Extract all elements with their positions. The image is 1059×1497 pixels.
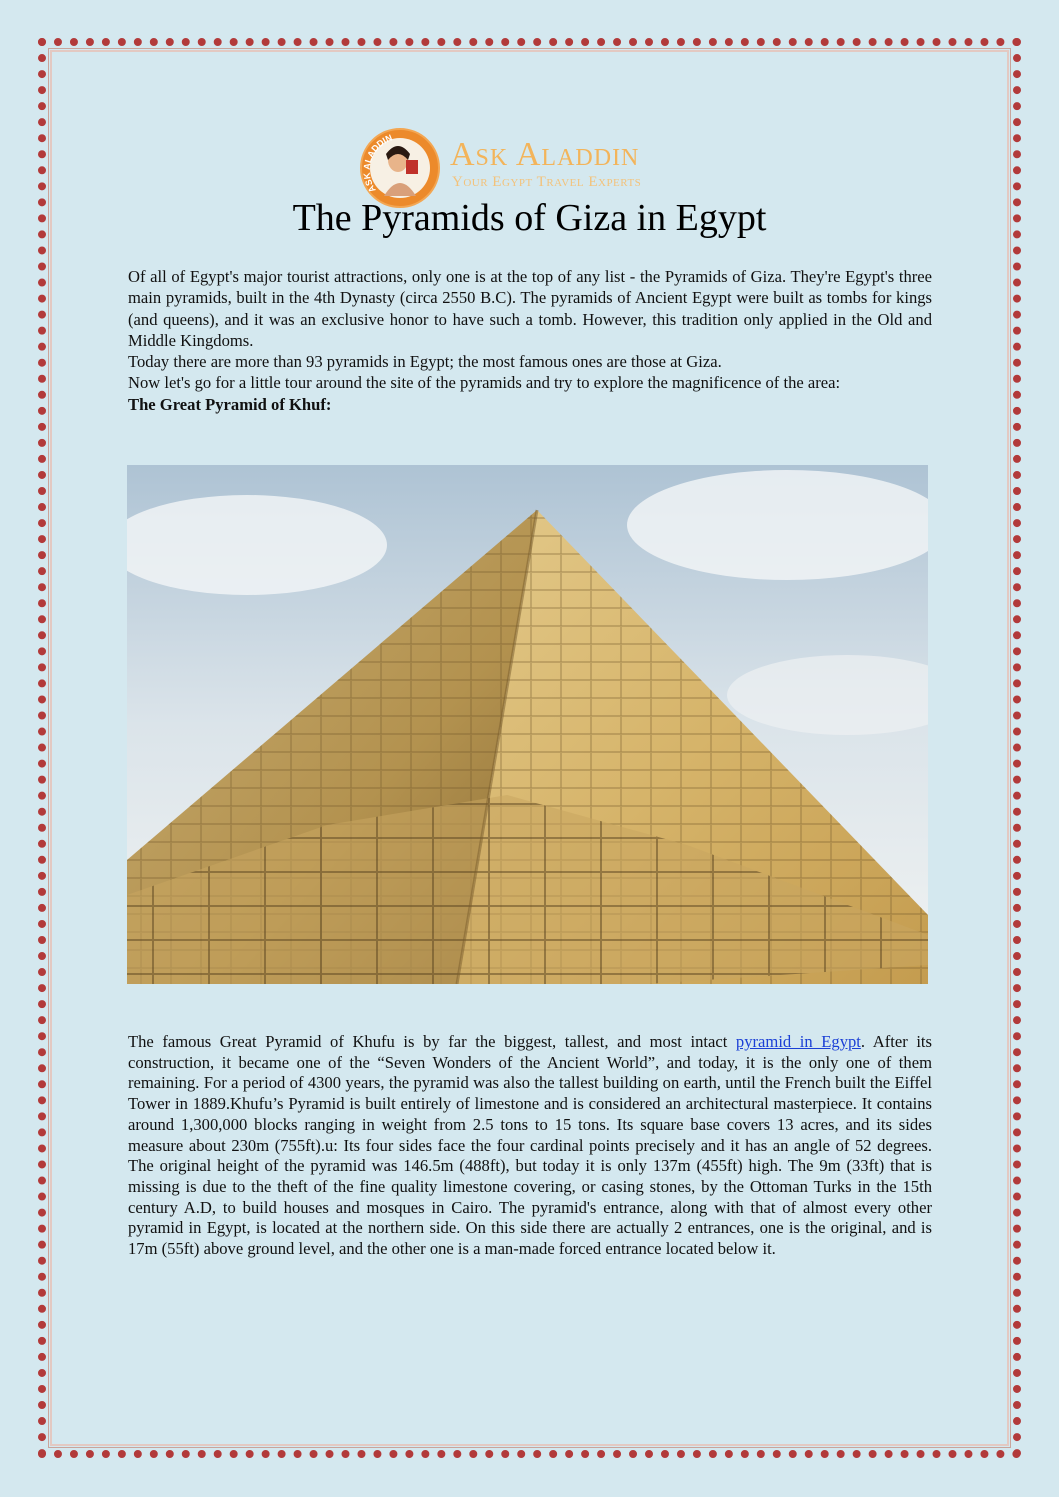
section-heading: The Great Pyramid of Khuf: [128,394,332,414]
great-pyramid-photo [127,465,928,984]
intro-section [128,266,932,415]
ask-aladdin-logo [360,128,720,200]
badge-text: ASK ALADDIN [362,132,394,195]
body-paragraph [128,1032,932,1260]
intro-paragraph-3: Now let's go for a little tour around the site of the pyramids and try to explore the magnificence of the area: [128,373,841,393]
intro-paragraph-2: Today there are more than 93 pyramids in Egypt; the most famous ones are those at Giza. [128,352,722,372]
pyramid-in-egypt-link[interactable]: pyramid in Egypt [735,1032,861,1051]
svg-text:ASK ALADDIN [362,133,394,195]
logo-name: Ask Aladdin [450,136,640,173]
logo-tagline: Your Egypt Travel Experts [452,174,642,190]
page-title: The Pyramids of Giza in Egypt [292,197,767,239]
body-text-start: The famous Great Pyramid of Khufu is by far the biggest, tallest, and most intact [128,1032,736,1051]
body-section [128,1032,932,1260]
intro-paragraph-1: Of all of Egypt's major tourist attractions, only one is at the top of any list - the Pyramids of Giza. They're Egypt's three main pyramids, built in the 4th Dynasty (circa 2550 B.C). The pyramids of Ancient Egypt were built as tombs for kings (and queens), and it was an exclusive honor to have such a tomb. However, this tradition only applied in the Old and Middle Kingdoms. [128,267,932,350]
body-text-end: . After its construction, it became one of the “Seven Wonders of the Ancient World”, and today, it is the only one of them remaining. For a period of 4300 years, the pyramid was also the tallest building on earth, until the French built the Eiffel Tower in 1889.Khufu’s Pyramid is built entirely of limestone and is considered an architectural masterpiece. It contains around 1,300,000 blocks ranging in weight from 2.5 tons to 15 tons. Its square base covers 13 acres, and its sides measure about 230m (755ft).u: Its four sides face the four cardinal points precisely and it has an angle of 52 degrees. The original height of the pyramid was 146.5m (488ft), but today it is only 137m (455ft) high. The 9m (33ft) that is missing is due to the theft of the fine quality limestone covering, or casing stones, by the Ottoman Turks in the 15th century A.D, to build houses and mosques in Cairo. The pyramid's entrance, along with that of almost every other pyramid in Egypt, is located at the northern side. On this side there are actually 2 entrances, one is the original, and is 17m (55ft) above ground level, and the other one is a man-made forced entrance located below it. [128,1032,932,1259]
